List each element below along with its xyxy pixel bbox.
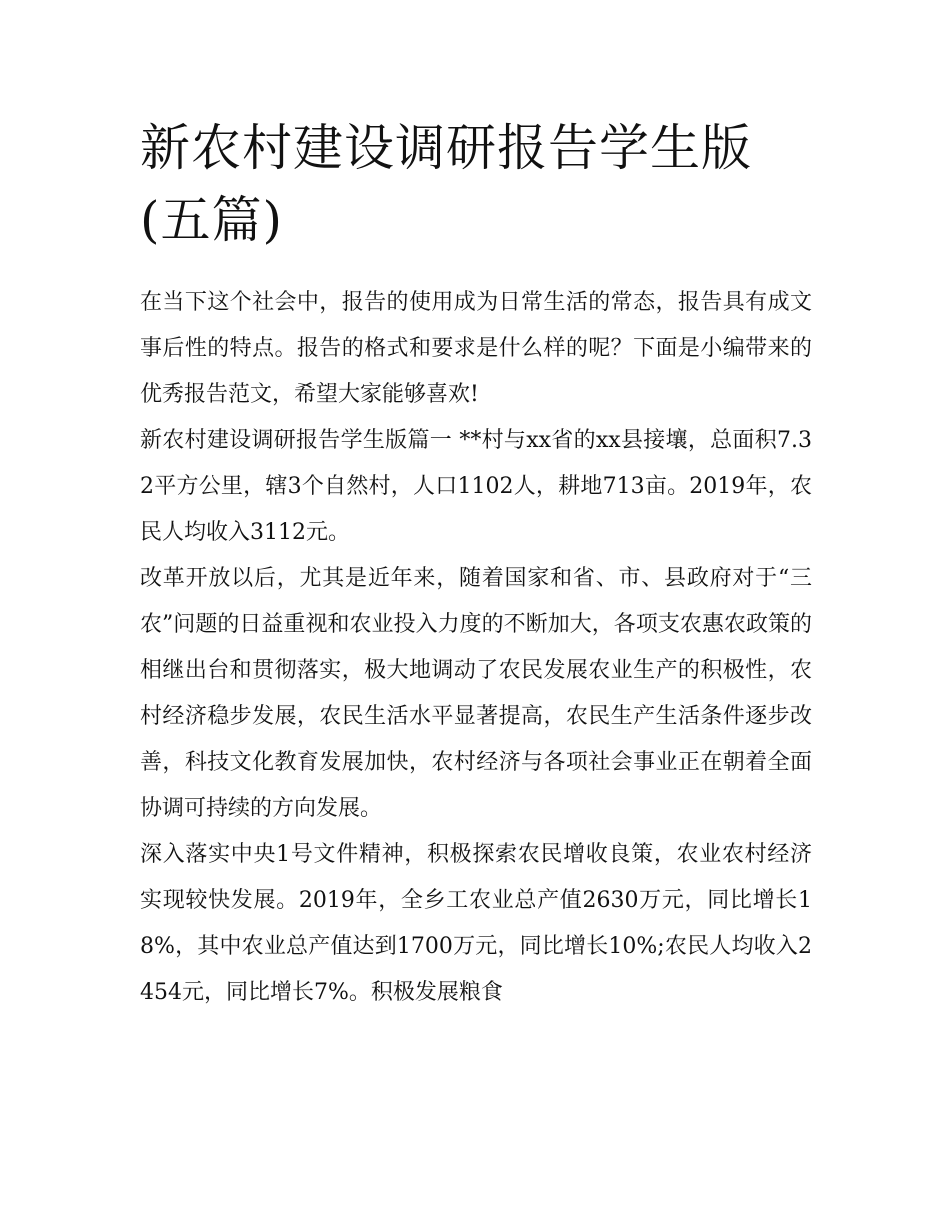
document-title: 新农村建设调研报告学生版(五篇): [140, 119, 752, 249]
paragraph-village-overview: 新农村建设调研报告学生版篇一 **村与xx省的xx县接壤，总面积7.32平方公里，辖3个自然村，人口1102人，耕地713亩。2019年，农民人均收入3112元。: [140, 428, 812, 545]
document-page: [140, 112, 812, 1016]
paragraph-intro: 在当下这个社会中，报告的使用成为日常生活的常态，报告具有成文事后性的特点。报告的格式和要求是什么样的呢？下面是小编带来的优秀报告范文，希望大家能够喜欢!: [140, 290, 812, 407]
paragraph-reform-development: 改革开放以后，尤其是近年来，随着国家和省、市、县政府对于“三农”问题的日益重视和农业投入力度的不断加大，各项支农惠农政策的相继出台和贯彻落实，极大地调动了农民发展农业生产的积极性，农村经济稳步发展，农民生活水平显著提高，农民生产生活条件逐步改善，科技文化教育发展加快，农村经济与各项社会事业正在朝着全面协调可持续的方向发展。: [140, 566, 812, 821]
document-body: [140, 280, 812, 1016]
paragraph-economic-results: 深入落实中央1号文件精神，积极探索农民增收良策，农业农村经济实现较快发展。2019年，全乡工农业总产值2630万元，同比增长18%，其中农业总产值达到1700万元，同比增长10%;农民人均收入2454元，同比增长7%。积极发展粮食: [140, 842, 812, 1005]
